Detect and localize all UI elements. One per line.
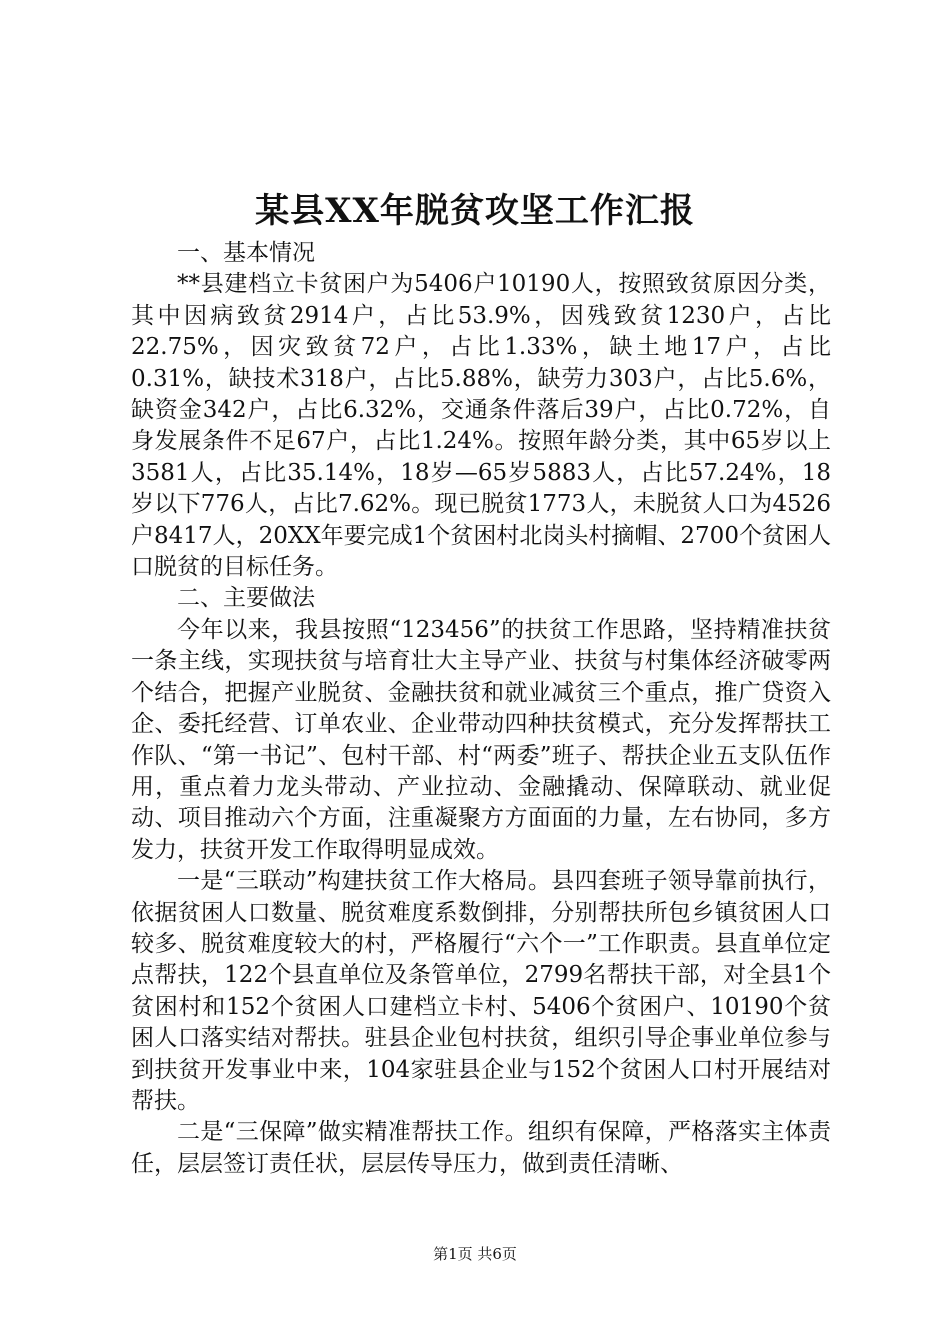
paragraph-three-linkages: 一是“三联动”构建扶贫工作大格局。县四套班子领导靠前执行，依据贫困人口数量、脱贫难度系数倒排，分别帮扶所包乡镇贫困人口较多、脱贫难度较大的村，严格履行“六个一”工作职责。县直单位定点帮扶，122个县直单位及条管单位，2799名帮扶干部，对全县1个贫困村和152个贫困人口建档立卡村、5406个贫困户、10190个贫困人口落实结对帮扶。驻县企业包村扶贫，组织引导企事业单位参与到扶贫开发事业中来，104家驻县企业与152个贫困人口村开展结对帮扶。	[131, 868, 831, 1114]
paragraph-main-measures: 今年以来，我县按照“123456”的扶贫工作思路，坚持精准扶贫一条主线，实现扶贫与培育壮大主导产业、扶贫与村集体经济破零两个结合，把握产业脱贫、金融扶贫和就业减贫三个重点，推广贷资入企、委托经营、订单农业、企业带动四种扶贫模式，充分发挥帮扶工作队、“第一书记”、包村干部、村“两委”班子、帮扶企业五支队伍作用，重点着力龙头带动、产业拉动、金融撬动、保障联动、就业促动、项目推动六个方面，注重凝聚方方面面的力量，左右协同，多方发力，扶贫开发工作取得明显成效。	[131, 616, 831, 863]
section-heading-main-measures: 二、主要做法	[177, 585, 315, 612]
section-heading-basic-situation: 一、基本情况	[177, 240, 315, 266]
document-body	[131, 238, 831, 1180]
paragraph-three-guarantees: 二是“三保障”做实精准帮扶工作。组织有保障，严格落实主体责任，层层签订责任状，层层传导压力，做到责任清晰、	[131, 1119, 831, 1177]
document-title: 某县XX年脱贫攻坚工作汇报	[255, 191, 695, 231]
page-number-footer: 第1页 共6页	[433, 1245, 517, 1263]
paragraph-basic-situation: **县建档立卡贫困户为5406户10190人，按照致贫原因分类，其中因病致贫2914户，占比53.9%，因残致贫1230户，占比22.75%，因灾致贫72户，占比1.33%，缺土地17户，占比0.31%，缺技术318户，占比5.88%，缺劳力303户，占比5.6%，缺资金342户，占比6.32%，交通条件落后39户，占比0.72%，自身发展条件不足67户，占比1.24%。按照年龄分类，其中65岁以上3581人，占比35.14%，18岁—65岁5883人，占比57.24%，18岁以下776人，占比7.62%。现已脱贫1773人，未脱贫人口为4526户8417人，20XX年要完成1个贫困村北岗头村摘帽、2700个贫困人口脱贫的目标任务。	[131, 271, 831, 581]
